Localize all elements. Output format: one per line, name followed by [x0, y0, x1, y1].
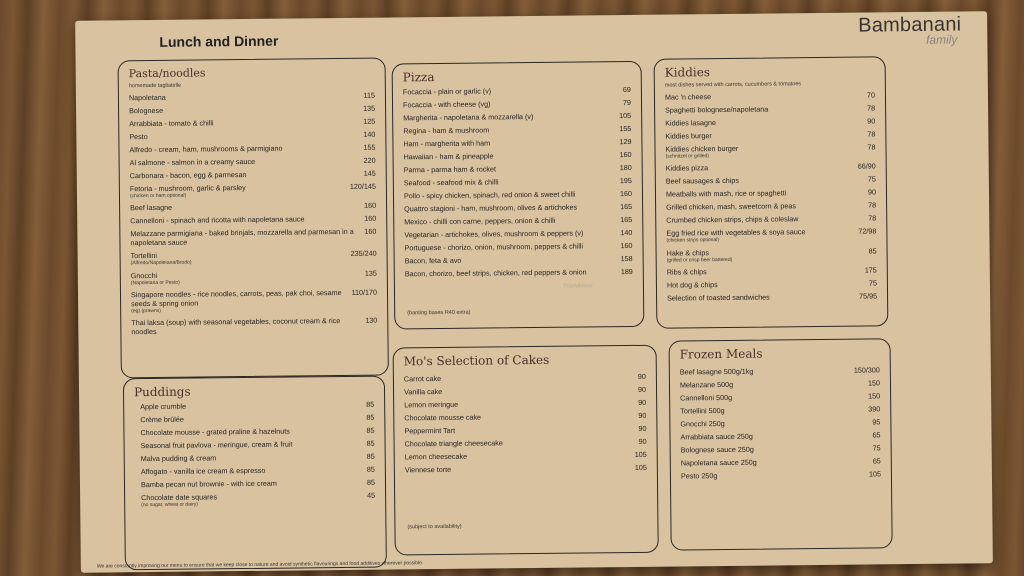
item-name-wrap [141, 491, 367, 509]
item-price: 195 [619, 175, 632, 186]
menu-item [404, 215, 632, 226]
menu-item [405, 463, 647, 475]
menu-item [665, 116, 875, 127]
item-price: 85 [366, 412, 375, 422]
menu-title: Lunch and Dinner [159, 32, 279, 50]
item-name: Singapore noodles - rice noodles, carrots, peas, pak choi, sesame seeds & spring onion [130, 287, 342, 308]
menu-item [141, 491, 375, 509]
menu-item [404, 202, 632, 213]
item-name: Gnocchi [130, 270, 158, 280]
item-price: 95 [872, 417, 881, 427]
item-name: Grilled chicken, mash, sweetcorn & peas [666, 201, 797, 212]
menu-item [130, 182, 376, 200]
section-note: (banting bases R40 extra) [407, 309, 471, 317]
item-price: 155 [619, 123, 632, 134]
menu-item [404, 241, 632, 252]
menu-item [680, 391, 880, 402]
item-price: 90 [638, 410, 647, 420]
menu-item [665, 90, 875, 101]
menu-item [667, 246, 877, 263]
item-price: 125 [363, 116, 376, 126]
pasta-section [118, 58, 389, 379]
menu-item [680, 378, 880, 389]
item-name: Regina - ham & mushroom [403, 125, 490, 136]
item-name: Peppermint Tart [404, 425, 456, 436]
item-name: Parma - parma ham & rocket [403, 164, 497, 175]
item-price: 235/240 [350, 248, 377, 259]
item-name: Chocolate mousse - grated praline & hazelnuts [140, 426, 290, 438]
item-name: Meatballs with mash, rice or spaghetti [665, 188, 787, 199]
item-name: Lemon meringue [404, 399, 459, 410]
item-name: Ribs & chips [666, 266, 707, 277]
menu-item [404, 176, 632, 187]
watermark: TripAdvisor [562, 283, 594, 290]
menu-item [130, 169, 376, 181]
menu-item [129, 117, 375, 129]
item-name: Mexico - chilli con carne, peppers, onion & chilli [404, 215, 556, 227]
item-price: 220 [363, 155, 376, 165]
item-name: Tortellini [130, 251, 158, 261]
item-price: 75 [867, 174, 876, 184]
item-subnote: (Alfredo/Napoletana/Brodo) [130, 259, 192, 267]
cakes-section [393, 345, 659, 556]
menu-item [665, 142, 875, 159]
item-name: Kiddies lasagne [665, 118, 717, 128]
section-note: homemade tagliatelle [128, 82, 182, 90]
item-name: Seafood - seafood mix & chilli [403, 177, 499, 188]
menu-item [405, 437, 647, 449]
menu-item [130, 156, 376, 168]
menu-item [665, 103, 875, 114]
frozen-section [669, 338, 893, 550]
item-price: 160 [364, 200, 377, 211]
menu-item [665, 129, 875, 140]
item-name: Pesto [129, 132, 148, 142]
item-name: Beef lasagne 500g/1kg [679, 366, 754, 377]
menu-item [404, 163, 632, 174]
item-price: 189 [620, 266, 633, 277]
item-price: 85 [366, 477, 376, 487]
menu-item [404, 424, 646, 436]
menu-item [129, 91, 375, 103]
menu-item [666, 188, 876, 199]
menu-item [131, 287, 377, 314]
section-title: Mo's Selection of Cakes [403, 352, 550, 369]
section-title: Pasta/noodles [128, 66, 206, 81]
item-name: Seasonal fruit pavlova - meringue, cream & fruit [140, 439, 293, 451]
item-name-wrap [666, 227, 858, 244]
item-price: 90 [637, 371, 646, 381]
item-price: 78 [867, 103, 876, 113]
menu-item [140, 400, 374, 411]
item-subnote: (grilled or crisp beer battered) [666, 256, 733, 264]
item-price: 66/90 [857, 161, 876, 171]
menu-item [404, 189, 632, 200]
item-name: Margherita - napoletana & mozzarella (v) [403, 111, 534, 123]
menu-item [403, 111, 631, 122]
item-name: Melazzane parmigiana - baked brinjals, mozzarella and parmesan in a napoletana sauce [130, 227, 354, 248]
menu-item [129, 130, 375, 142]
item-price: 160 [364, 213, 377, 224]
menu-item [131, 316, 377, 337]
item-subnote: (chicken or ham optional) [129, 192, 187, 200]
item-name: Affogato - vanilla ice cream & espresso [140, 465, 266, 477]
item-price: 90 [867, 116, 876, 126]
menu-item [141, 452, 375, 463]
item-name: Hake & chips [666, 247, 709, 258]
item-name: Ham - margherita with ham [403, 138, 491, 149]
item-name: Spaghetti bolognese/napoletana [665, 104, 769, 115]
menu-item [405, 254, 633, 265]
item-name: Beef lasagne [130, 203, 173, 213]
item-price: 90 [637, 384, 647, 394]
item-name: Carbonara - bacon, egg & parmesan [129, 170, 247, 181]
item-price: 110/170 [351, 287, 378, 297]
menu-item [680, 365, 880, 376]
item-price: 150 [868, 391, 881, 401]
section-title: Pizza [402, 70, 435, 85]
item-name: Portuguese - chorizo, onion, mushroom, peppers & chilli [404, 241, 584, 253]
menu-item [666, 162, 876, 173]
item-price: 75 [868, 278, 877, 288]
brand-logo [858, 14, 961, 48]
brand-sub: family [925, 32, 958, 47]
menu-item [404, 385, 646, 397]
item-name: Kiddies pizza [665, 163, 709, 173]
item-price: 175 [864, 265, 877, 275]
menu-item [404, 150, 632, 161]
item-price: 69 [622, 84, 631, 95]
item-price: 90 [867, 187, 877, 197]
item-name: Focaccia - plain or garlic (v) [402, 86, 492, 97]
item-price: 150/300 [853, 365, 880, 375]
menu-item [130, 201, 376, 213]
item-name: Carrot cake [403, 373, 442, 384]
item-price: 140 [363, 129, 376, 139]
item-subnote: (schnitzel or grilled) [665, 153, 709, 160]
item-name: Tortellini 500g [680, 406, 725, 416]
item-name: Thai laksa (soup) with seasonal vegetables, coconut cream & rice noodles [131, 316, 341, 337]
section-note: (subject to availability) [407, 523, 462, 531]
item-name: Chocolate triangle cheesecake [404, 438, 503, 449]
item-price: 130 [365, 315, 378, 325]
item-name: Apple crumble [140, 401, 187, 412]
item-name: Kiddies chicken burger [665, 143, 739, 154]
item-price: 115 [363, 90, 375, 100]
item-price: 160 [619, 149, 632, 160]
item-name: Hawaiian - ham & pineapple [403, 151, 494, 162]
menu-item [140, 413, 374, 424]
item-price: 85 [868, 245, 877, 255]
item-price: 85 [366, 425, 375, 435]
item-name-wrap [665, 142, 867, 159]
item-price: 78 [867, 142, 876, 152]
item-name: Vegetarian - artichokes, olives, mushroom & peppers (v) [404, 228, 584, 240]
section-title: Kiddies [664, 65, 711, 80]
menu-item [667, 278, 877, 289]
item-subnote: (Napoletana or Pesto) [130, 279, 180, 286]
item-name: Pollo - spicy chicken, spinach, red onion & sweet chilli [403, 189, 576, 201]
menu-item [681, 443, 881, 454]
item-name-wrap [667, 246, 869, 263]
item-price: 390 [868, 404, 881, 414]
item-price: 65 [872, 430, 881, 440]
menu-item [140, 426, 374, 437]
menu-item [405, 267, 633, 278]
menu-item [680, 430, 880, 441]
menu-item [404, 228, 632, 239]
item-price: 79 [622, 97, 632, 108]
menu-item [666, 175, 876, 186]
menu-item [405, 450, 647, 462]
item-name-wrap [130, 182, 350, 200]
menu-item [403, 124, 631, 135]
menu-item [403, 137, 631, 148]
item-name: Bamba pecan nut brownie - with ice cream [140, 478, 277, 490]
item-name: Bolognese [129, 105, 164, 116]
menu-item [666, 214, 876, 225]
item-name: Quattro stagioni - ham, mushroom, olives & artichokes [404, 202, 578, 214]
menu-item [666, 201, 876, 212]
item-price: 85 [366, 399, 375, 409]
menu-item [130, 214, 376, 226]
puddings-section [123, 376, 387, 571]
item-name: Arrabbiata - tomato & chilli [129, 118, 214, 129]
item-price: 165 [620, 214, 633, 225]
item-name: Kiddies burger [665, 131, 712, 141]
item-name: Alfredo - cream, ham, mushrooms & parmigiano [129, 143, 283, 155]
item-name: Focaccia - with cheese (vg) [402, 99, 491, 110]
menu-item [680, 417, 880, 428]
menu-item [667, 291, 877, 302]
item-name: Egg fried rice with vegetables & soya sauce [666, 227, 806, 238]
menu-item [141, 465, 375, 476]
menu-item [141, 439, 375, 450]
menu-item [681, 456, 881, 467]
section-title: Frozen Meals [679, 346, 763, 362]
section-title: Puddings [133, 384, 191, 400]
menu-item [129, 143, 375, 155]
item-price: 135 [364, 268, 377, 278]
item-name: Al salmone - salmon in a creamy sauce [129, 156, 256, 168]
item-price: 70 [866, 90, 876, 100]
item-price: 65 [872, 456, 881, 466]
menu-item [680, 404, 880, 415]
item-price: 155 [363, 142, 376, 152]
item-name: Cannelloni - spinach and ricotta with napoletana sauce [130, 214, 305, 226]
item-price: 75/95 [859, 291, 878, 301]
menu-item [667, 265, 877, 276]
menu-item [404, 398, 646, 410]
item-name: Beef sausages & chips [665, 176, 740, 186]
item-price: 129 [619, 136, 632, 147]
item-name: Pesto 250g [680, 471, 718, 481]
item-price: 120/145 [349, 181, 376, 191]
pizza-section [392, 61, 645, 330]
item-name: Vanilla cake [403, 386, 443, 397]
item-price: 105 [619, 110, 632, 121]
item-name: Crème brûlée [140, 414, 184, 425]
item-price: 72/98 [858, 226, 877, 236]
item-price: 135 [363, 103, 376, 113]
item-price: 78 [868, 200, 877, 210]
item-name-wrap [131, 288, 352, 315]
item-price: 140 [620, 227, 633, 238]
item-price: 105 [868, 469, 881, 479]
menu-item [131, 249, 377, 267]
item-name: Napoletana [128, 92, 166, 103]
menu-sheet [75, 11, 993, 573]
item-price: 105 [634, 462, 647, 472]
item-price: 105 [634, 449, 647, 459]
item-subnote: (eg) (prawns) [131, 307, 161, 314]
item-name: Chocolate mousse cake [404, 412, 482, 423]
item-name: Napoletana sauce 250g [680, 457, 757, 468]
menu-item [681, 469, 881, 480]
item-price: 160 [620, 240, 633, 251]
menu-item [403, 98, 631, 109]
menu-item [666, 227, 876, 244]
item-name: Bolognese sauce 250g [680, 444, 754, 455]
item-name: Bacon, feta & avo [404, 255, 462, 266]
item-name: Malva pudding & cream [140, 453, 217, 464]
item-name: Lemon cheesecake [404, 451, 468, 462]
item-price: 85 [366, 464, 375, 474]
item-name: Hot dog & chips [666, 279, 718, 290]
item-price: 85 [366, 438, 375, 448]
item-price: 160 [619, 188, 633, 199]
item-name: Mac 'n cheese [664, 92, 712, 102]
item-name: Cannelloni 500g [680, 392, 733, 403]
item-name: Gnocchi 250g [680, 419, 725, 429]
item-subnote: (chicken strips optional) [666, 237, 720, 244]
item-name: Selection of toasted sandwiches [667, 292, 770, 303]
item-name: Chocolate date squares [141, 492, 218, 503]
item-price: 165 [620, 201, 633, 212]
item-name: Melanzane 500g [679, 379, 734, 390]
kiddies-section [654, 56, 889, 328]
menu-item [404, 372, 646, 384]
item-name-wrap [131, 268, 365, 286]
item-name: Viennese torte [404, 464, 452, 475]
item-price: 85 [366, 451, 375, 461]
item-price: 78 [867, 129, 876, 139]
menu-item [141, 478, 375, 489]
item-price: 160 [364, 226, 377, 237]
menu-item [403, 85, 631, 96]
item-price: 90 [638, 397, 647, 407]
item-price: 158 [620, 253, 633, 264]
section-note: most dishes served with carrots, cucumbers & tomatoes [664, 81, 802, 89]
item-name-wrap [131, 249, 351, 267]
footer-note: We are constantly improving our menu to ensure that we keep close to nature and avoid synthetic flavourings and food additives wherever possible. [96, 560, 424, 570]
item-name: Bacon, chorizo, beef strips, chicken, red peppers & onion [404, 267, 587, 279]
item-name: Crumbed chicken strips, chips & coleslaw [666, 214, 799, 225]
item-name: Fetoria - mushroom, garlic & parsley [129, 183, 246, 194]
item-price: 145 [363, 168, 376, 178]
menu-item [404, 411, 646, 423]
item-price: 150 [867, 378, 881, 388]
item-name: Arrabbiata sauce 250g [680, 431, 753, 442]
item-price: 90 [638, 436, 647, 446]
item-price: 180 [619, 162, 632, 173]
item-price: 75 [872, 443, 881, 453]
menu-item [129, 104, 375, 116]
item-price: 78 [868, 213, 877, 223]
item-price: 90 [638, 423, 647, 433]
brand-name: Bambanani [858, 13, 962, 37]
item-subnote: (no sugar, wheat or dairy) [141, 501, 198, 509]
menu-item [130, 227, 376, 248]
menu-item [131, 268, 377, 286]
item-price: 45 [367, 490, 376, 500]
